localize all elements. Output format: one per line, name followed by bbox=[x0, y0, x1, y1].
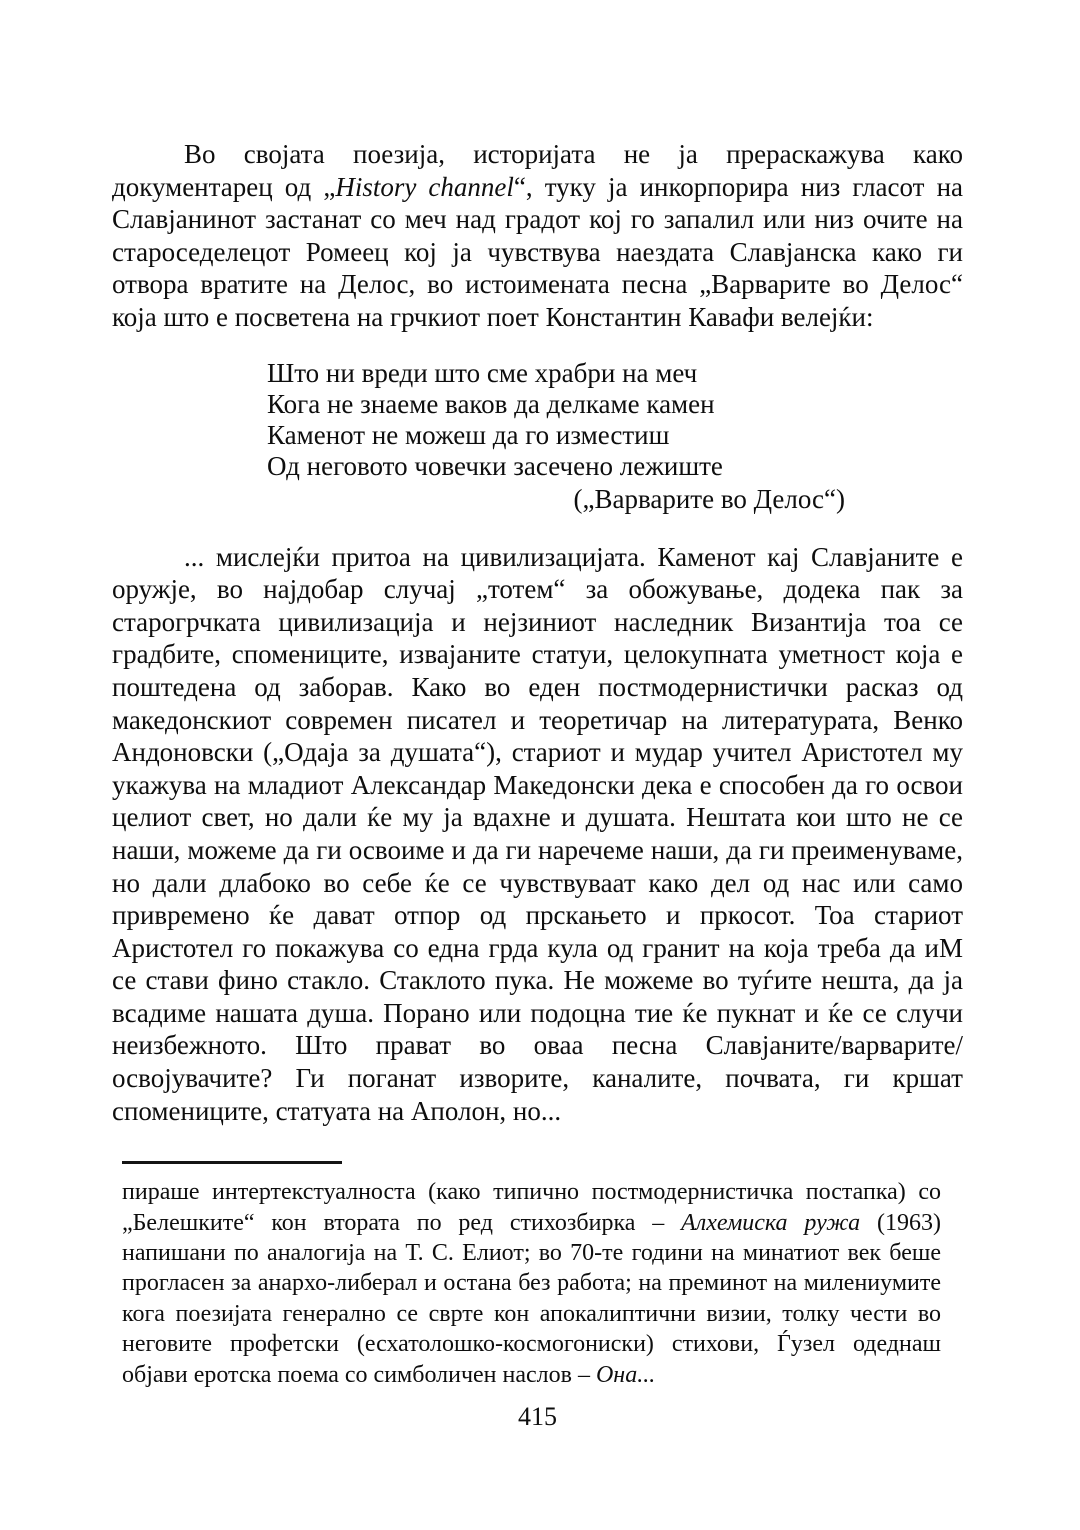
text-segment: Во својата поезија, историјата не ја прераскажува како документарец од „ bbox=[112, 139, 963, 202]
verse-line: Кога не знаеме ваков да делкаме камен bbox=[267, 388, 715, 419]
italic-text-segment: Алхемиска ружа bbox=[681, 1209, 861, 1236]
paragraph-main bbox=[112, 541, 963, 1128]
footnote-separator-rule bbox=[122, 1161, 342, 1164]
verse-line: Од неговото човечки засечено лежиште bbox=[267, 450, 723, 481]
verse-line: Што ни вреди што сме храбри на меч bbox=[267, 357, 698, 388]
footnote-text bbox=[122, 1177, 941, 1390]
verse-attribution: („Варварите во Делос“) bbox=[573, 483, 845, 514]
text-segment: (1963) напишани по аналогија на Т. С. Елиот; во 70-те години на минатиот век беше прогласен за анархо-либерал и остана без работа; на преминот на милениумите кога поезијата генерално се сврте кон апокалиптични визии, толку чести во неговите профетски (есхатолошко-космогониски) стихови, Ѓузел одеднаш објави еротска поема со симболичен наслов – bbox=[122, 1209, 941, 1388]
italic-text-segment: History channel bbox=[335, 171, 514, 202]
text-segment: ... мислејќи притоа на цивилизацијата. Каменот кај Славјаните е оружје, во најдобар случај „тотем“ за обожување, додека пак за старогрчката цивилизација и нејзиниот наследник Византија тоа се градбите, спомениците, извајаните статуи, целокупната уметност која е поштедена од заборав. Како во еден постмодернистички расказ од македонскиот современ писател и теоретичар на литературата, Венко Андоновски („Одаја за душата“), стариот и мудар учител Аристотел му укажува на младиот Александар Македонски дека е способен да го освои целиот свет, но дали ќе му ја вдахне и душата. Нештата кои што не се наши, можеме да ги освоиме и да ги наречеме наши, да ги преименуваме, но дали длабоко во себе ќе се чувствуваат како дел од нас или само привремено ќе дават отпор од прскањето и пркосот. Тоа стариот Аристотел го покажува со една грда кула од гранит на која треба да иМ се стави фино стакло. Стаклото пука. Не можеме во туѓите нешта, да ја всадиме нашата душа. Порано или подоцна тие ќе пукнат и ќе се случи неизбежното. Што прават во оваа песна Славјаните/варварите/освојувачите? Ги поганат изворите, каналите, почвата, ги кршат спомениците, статуата на Аполон, но... bbox=[112, 541, 963, 1126]
text-segment: пираше интертекстуалноста (како типично постмодернистичка постапка) со „Белешките“ кон втората по ред стихозбирка – bbox=[122, 1179, 941, 1236]
paragraph-intro bbox=[112, 138, 963, 334]
verse-quote bbox=[267, 358, 963, 482]
text-segment: “, туку ја инкорпорира низ гласот на Славјанинот застанат со меч над градот кој го запалил или низ очите на староседелецот Ромеец кој ја чувствува наездата Славјанска како ги отвора вратите на Делос, во истоимената песна „Варварите во Делос“ која што е посветена на грчкиот поет Константин Кавафи велејќи: bbox=[112, 171, 963, 332]
verse-line: Каменот не можеш да го изместиш bbox=[267, 419, 670, 450]
text-block bbox=[112, 0, 963, 1432]
italic-text-segment: Она... bbox=[595, 1361, 656, 1388]
page-number: 415 bbox=[518, 1402, 557, 1432]
